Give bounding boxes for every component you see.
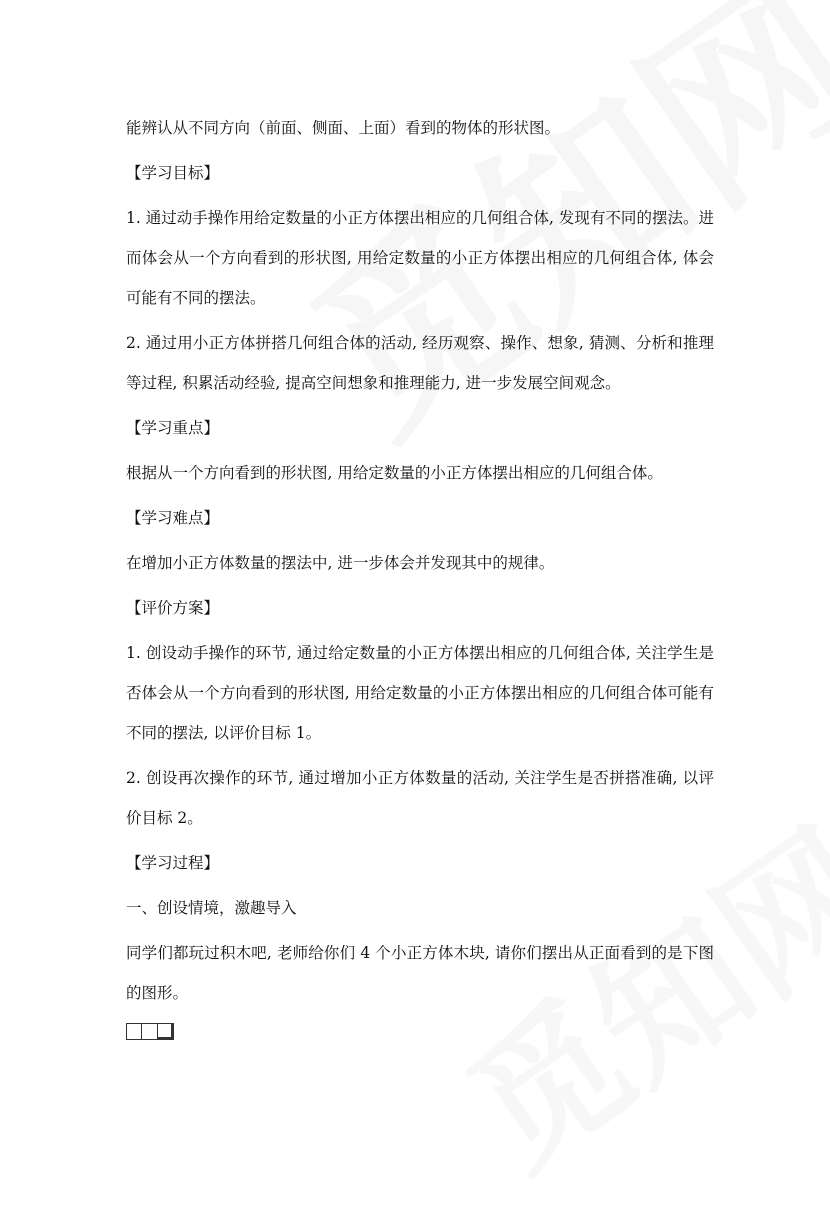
heading-process: 【学习过程】 xyxy=(126,854,220,872)
heading-key-points: 【学习重点】 xyxy=(126,419,220,437)
paragraph-key-point: 根据从一个方向看到的形状图, 用给定数量的小正方体摆出相应的几何组合体。 xyxy=(126,464,663,482)
document-body xyxy=(126,108,714,1040)
paragraph-intro: 能辨认从不同方向（前面、侧面、上面）看到的物体的形状图。 xyxy=(126,119,561,137)
heading-evaluation: 【评价方案】 xyxy=(126,599,220,617)
cube-front-view-figure xyxy=(126,1018,714,1040)
paragraph-evaluation-1: 1. 创设动手操作的环节, 通过给定数量的小正方体摆出相应的几何组合体, 关注学生是否体会从一个方向看到的形状图, 用给定数量的小正方体摆出相应的几何组合体可能有不同的摆法, 以评价目标 1。 xyxy=(126,644,714,742)
paragraph-goal-1: 1. 通过动手操作用给定数量的小正方体摆出相应的几何组合体, 发现有不同的摆法。进而体会从一个方向看到的形状图, 用给定数量的小正方体摆出相应的几何组合体, 体会可能有不同的摆法。 xyxy=(126,209,714,307)
heading-learning-goals: 【学习目标】 xyxy=(126,164,220,182)
heading-difficulties: 【学习难点】 xyxy=(126,509,220,527)
paragraph-difficulty: 在增加小正方体数量的摆法中, 进一步体会并发现其中的规律。 xyxy=(126,554,555,572)
cube-square xyxy=(157,1023,174,1040)
paragraph-task: 同学们都玩过积木吧, 老师给你们 4 个小正方体木块, 请你们摆出从正面看到的是下图的图形。 xyxy=(126,944,714,1002)
paragraph-goal-2: 2. 通过用小正方体拼搭几何组合体的活动, 经历观察、操作、想象, 猜测、分析和推理等过程, 积累活动经验, 提高空间想象和推理能力, 进一步发展空间观念。 xyxy=(126,334,714,392)
paragraph-section-1: 一、创设情境，激趣导入 xyxy=(126,899,297,917)
paragraph-evaluation-2: 2. 创设再次操作的环节, 通过增加小正方体数量的活动, 关注学生是否拼搭准确, 以评价目标 2。 xyxy=(126,769,714,827)
